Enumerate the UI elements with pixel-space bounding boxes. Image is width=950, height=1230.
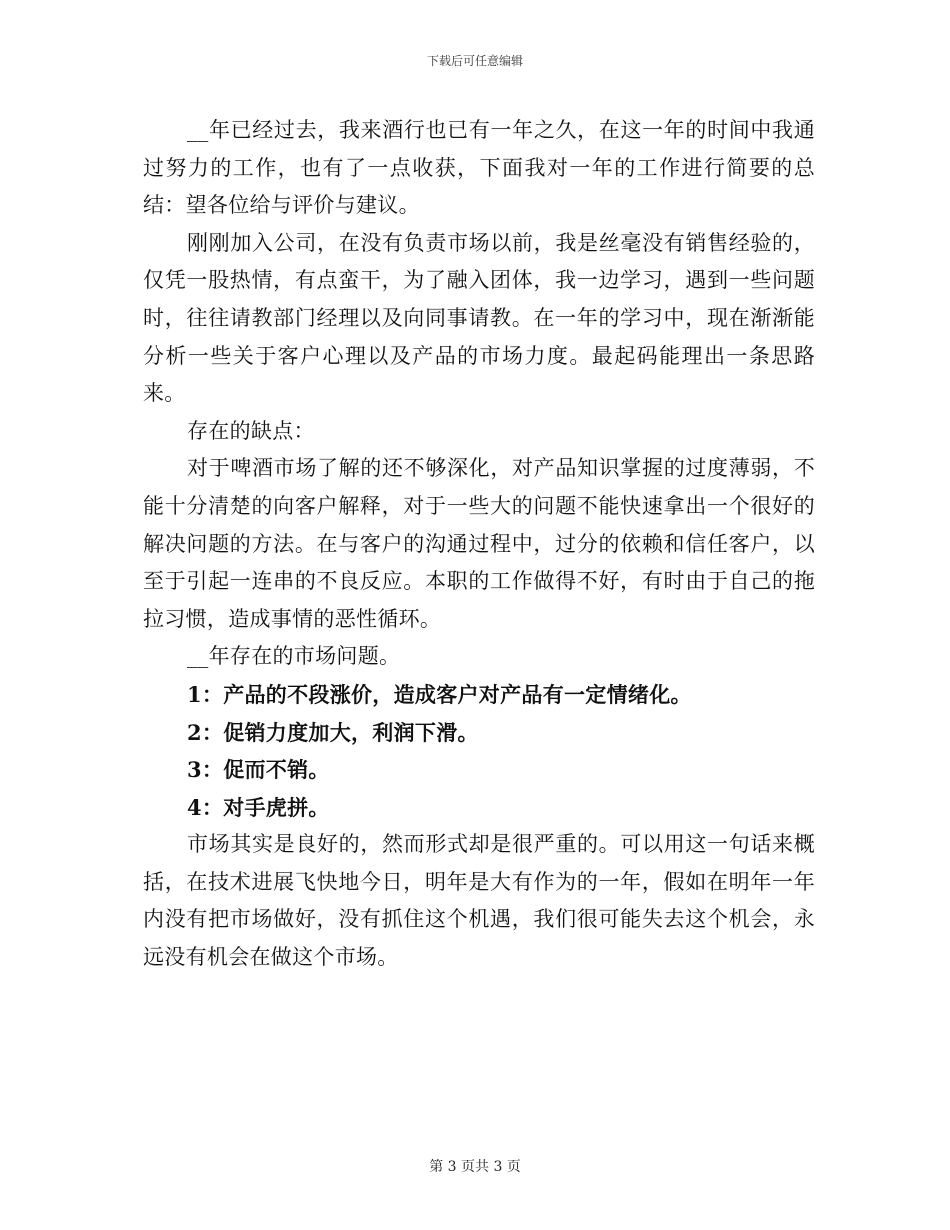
paragraph-background: 刚刚加入公司，在没有负责市场以前，我是丝毫没有销售经验的，仅凭一股热情，有点蛮干，为了融入团体，我一边学习，遇到一些问题时，往往请教部门经理以及向同事请教。在一年的学习中，现在渐渐能分析一些关于客户心理以及产品的市场力度。最起码能理出一条思路来。	[143, 230, 815, 406]
document-body	[143, 112, 815, 977]
paragraph-intro: __年已经过去，我来酒行也已有一年之久，在这一年的时间中我通过努力的工作，也有了一点收获，下面我对一年的工作进行简要的总结：望各位给与评价与建议。	[143, 118, 815, 218]
page-number: 第 3 页共 3 页	[429, 1159, 521, 1175]
issue-item-2: 2：促销力度加大，利润下滑。	[187, 719, 479, 745]
paragraph-conclusion: 市场其实是良好的，然而形式却是很严重的。可以用这一句话来概括，在技术进展飞快地今日，明年是大有作为的一年，假如在明年一年内没有把市场做好，没有抓住这个机遇，我们很可能失去这个机会，永远没有机会在做这个市场。	[143, 832, 815, 970]
paragraph-shortcomings-heading: 存在的缺点：	[187, 418, 315, 443]
page-header: 下载后可任意编辑	[426, 54, 523, 68]
issue-item-3: 3：促而不销。	[187, 757, 330, 783]
issue-item-4: 4：对手虎拼。	[187, 794, 330, 820]
paragraph-market-issues-heading: __年存在的市场问题。	[187, 644, 401, 669]
issue-item-1: 1：产品的不段涨价，造成客户对产品有一定情绪化。	[187, 681, 692, 707]
paragraph-shortcomings: 对于啤酒市场了解的还不够深化，对产品知识掌握的过度薄弱，不能十分清楚的向客户解释，对于一些大的问题不能快速拿出一个很好的解决问题的方法。在与客户的沟通过程中，过分的依赖和信任客户，以至于引起一连串的不良反应。本职的工作做得不好，有时由于自己的拖拉习惯，造成事情的恶性循环。	[143, 456, 815, 631]
